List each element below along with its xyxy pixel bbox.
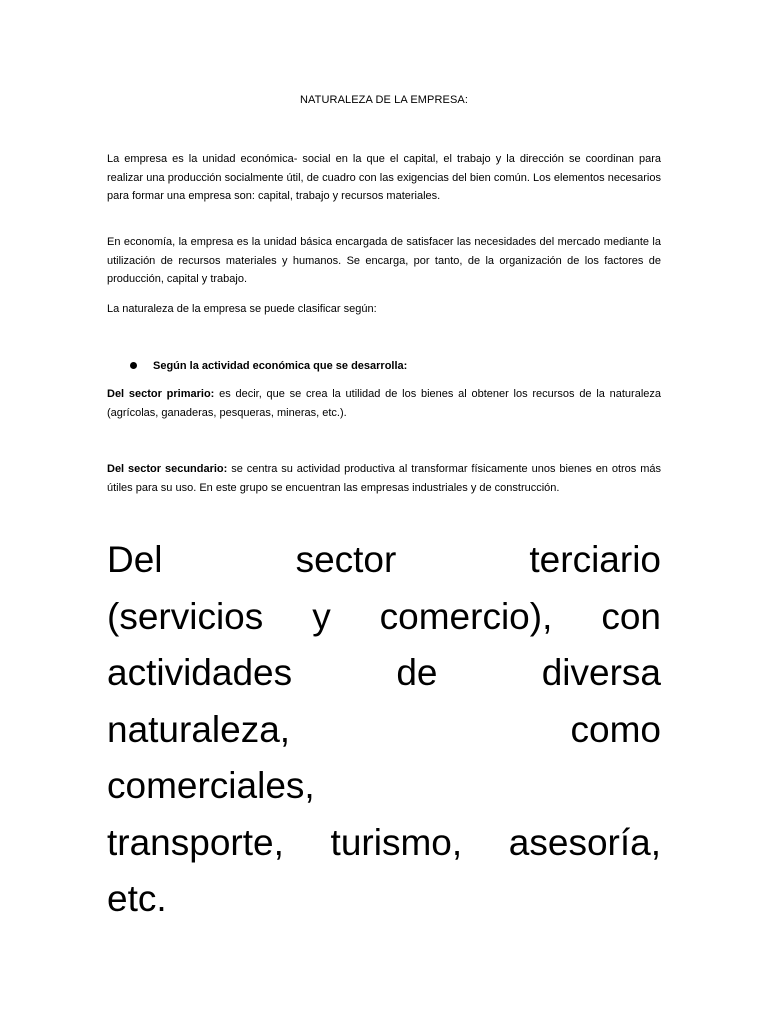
sector-primario-text: es decir, que se crea la utilidad de los bienes al obtener los recursos de la naturaleza (agrícolas, ganaderas, pesqueras, mineras, etc.). (107, 388, 662, 419)
sector-secundario-text: se centra su actividad productiva al transformar físicamente unos bienes en otros más útiles para su uso. En este grupo se encuentran las empresas industriales y de construcción. (107, 463, 661, 494)
terciario-word: comercio), (379, 595, 553, 637)
terciario-word: terciario (529, 539, 661, 580)
terciario-word: turismo, (330, 821, 463, 863)
paragraph-economics: En economía, la empresa es la unidad básica encargada de satisfacer las necesidades del mercado mediante la utilización de recursos materiales y humanos. Se encarga, por tanto, de la organización de los factores de producción, capital y trabajo. (107, 236, 661, 285)
bullet-item (107, 357, 661, 375)
terciario-word: diversa (541, 652, 661, 693)
terciario-word: transporte, (107, 821, 284, 863)
paragraph-sector-terciario (107, 532, 661, 928)
terciario-word: sector (295, 539, 397, 580)
terciario-word: (servicios (107, 595, 264, 637)
document-title: NATURALEZA DE LA EMPRESA: (300, 94, 468, 106)
terciario-line-3 (107, 645, 661, 702)
terciario-word: como (570, 708, 661, 750)
sector-primario-label: Del sector primario: (107, 388, 215, 400)
terciario-line-4 (107, 702, 661, 759)
terciario-word: y (312, 595, 331, 637)
terciario-word: etc. (107, 878, 167, 919)
terciario-word: actividades (107, 652, 293, 693)
terciario-line-1 (107, 532, 661, 589)
terciario-word: de (396, 652, 438, 693)
terciario-line-7 (107, 871, 661, 928)
terciario-line-2 (107, 589, 661, 646)
paragraph-sector-primario (107, 385, 661, 422)
terciario-word: naturaleza, (107, 708, 291, 750)
paragraph-definition: La empresa es la unidad económica- social en la que el capital, el trabajo y la dirección se coordinan para realizar una producción socialmente útil, de cuadro con las exigencias del bien común. Los elementos necesarios para formar una empresa son: capital, trabajo y recursos materiales. (107, 153, 661, 202)
paragraph-classification: La naturaleza de la empresa se puede clasificar según: (107, 303, 377, 315)
terciario-line-5 (107, 758, 661, 815)
terciario-word: comerciales, (107, 765, 315, 806)
terciario-word: Del (107, 539, 163, 580)
bullet-icon (130, 362, 137, 369)
terciario-word: con (601, 595, 661, 637)
sector-secundario-label: Del sector secundario: (107, 463, 228, 475)
paragraph-sector-secundario (107, 460, 661, 497)
terciario-word: asesoría, (508, 821, 661, 863)
bullet-text: Según la actividad económica que se desarrolla: (153, 360, 408, 372)
terciario-line-6 (107, 815, 661, 872)
